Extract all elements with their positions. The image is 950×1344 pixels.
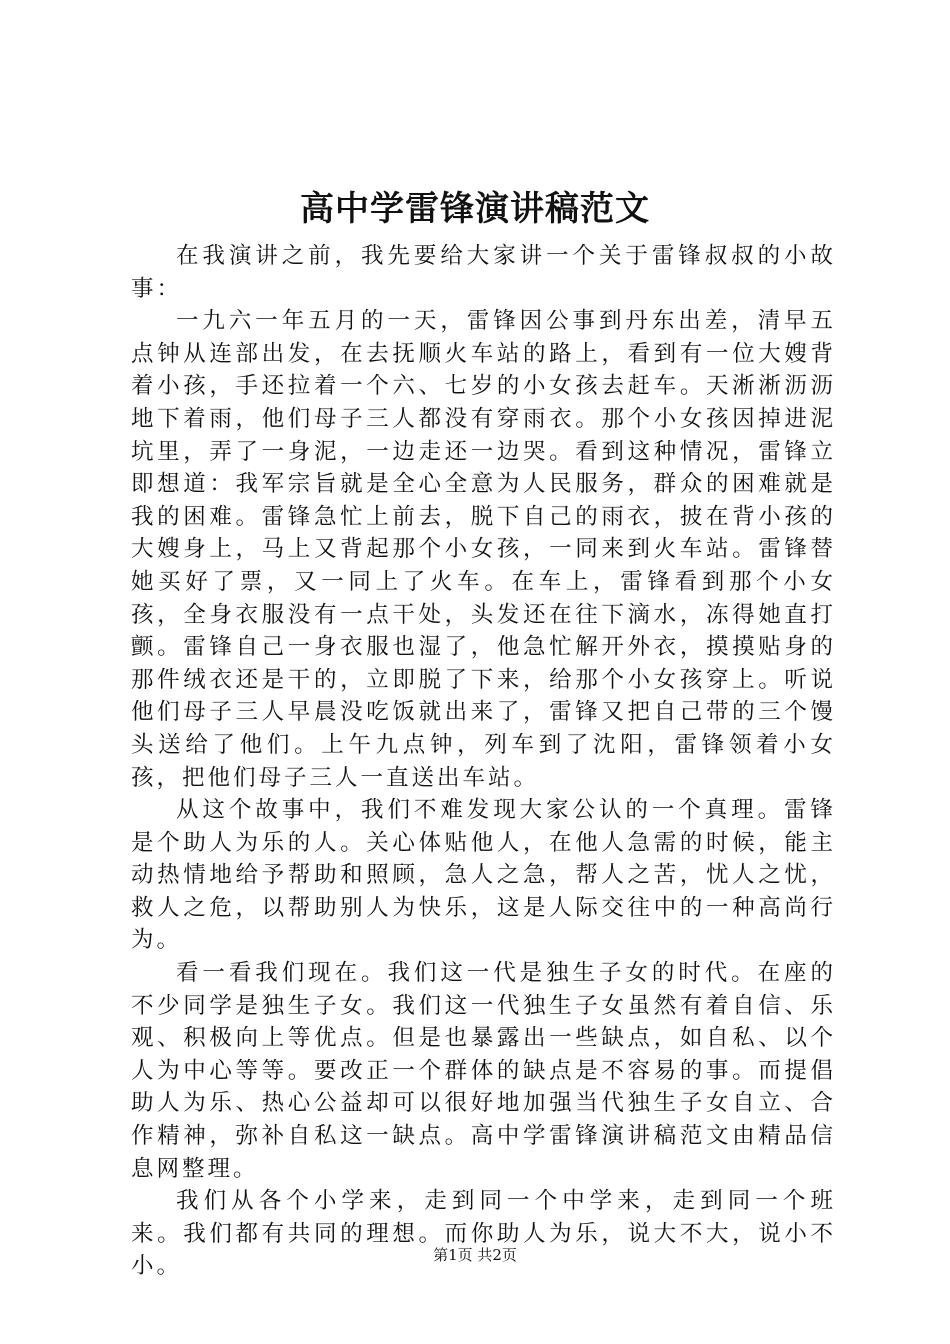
- body-paragraph-2: 一九六一年五月的一天，雷锋因公事到丹东出差，清早五点钟从连部出发，在去抚顺火车站的路上，看到有一位大嫂背着小孩，手还拉着一个六、七岁的小女孩去赶车。天淅淅沥沥地下着雨，他们母子三人都没有穿雨衣。那个小女孩因掉进泥坑里，弄了一身泥，一边走还一边哭。看到这种情况，雷锋立即想道：我军宗旨就是全心全意为人民服务，群众的困难就是我的困难。雷锋急忙上前去，脱下自己的雨衣，披在背小孩的大嫂身上，马上又背起那个小女孩，一同来到火车站。雷锋替她买好了票，又一同上了火车。在车上，雷锋看到那个小女孩，全身衣服没有一点干处，头发还在往下滴水，冻得她直打颤。雷锋自己一身衣服也湿了，他急忙解开外衣，摸摸贴身的那件绒衣还是干的，立即脱了下来，给那个小女孩穿上。听说他们母子三人早晨没吃饭就出来了，雷锋又把自己带的三个馒头送给了他们。上午九点钟，列车到了沈阳，雷锋领着小女孩，把他们母子三人一直送出车站。: [131, 308, 836, 791]
- body-paragraph-4: 看一看我们现在。我们这一代是独生子女的时代。在座的不少同学是独生子女。我们这一代独生子女虽然有着自信、乐观、积极向上等优点。但是也暴露出一些缺点，如自私、以个人为中心等等。要改正一个群体的缺点是不容易的事。而提倡助人为乐、热心公益却可以很好地加强当代独生子女自立、合作精神，弥补自私这一缺点。高中学雷锋演讲稿范文由精品信息网整理。: [131, 960, 836, 1182]
- document-body: [131, 240, 836, 1283]
- body-paragraph-1: 在我演讲之前，我先要给大家讲一个关于雷锋叔叔的小故事：: [131, 243, 836, 302]
- page-footer: 第1页 共2页: [433, 1246, 517, 1264]
- document-title: 高中学雷锋演讲稿范文: [300, 189, 650, 229]
- body-paragraph-3: 从这个故事中，我们不难发现大家公认的一个真理。雷锋是个助人为乐的人。关心体贴他人，在他人急需的时候，能主动热情地给予帮助和照顾，急人之急，帮人之苦，忧人之忧，救人之危，以帮助别人为快乐，这是人际交往中的一种高尚行为。: [131, 797, 836, 954]
- body-paragraph-5: 我们从各个小学来，走到同一个中学来，走到同一个班来。我们都有共同的理想。而你助人为乐，说大不大，说小不小。: [131, 1188, 836, 1280]
